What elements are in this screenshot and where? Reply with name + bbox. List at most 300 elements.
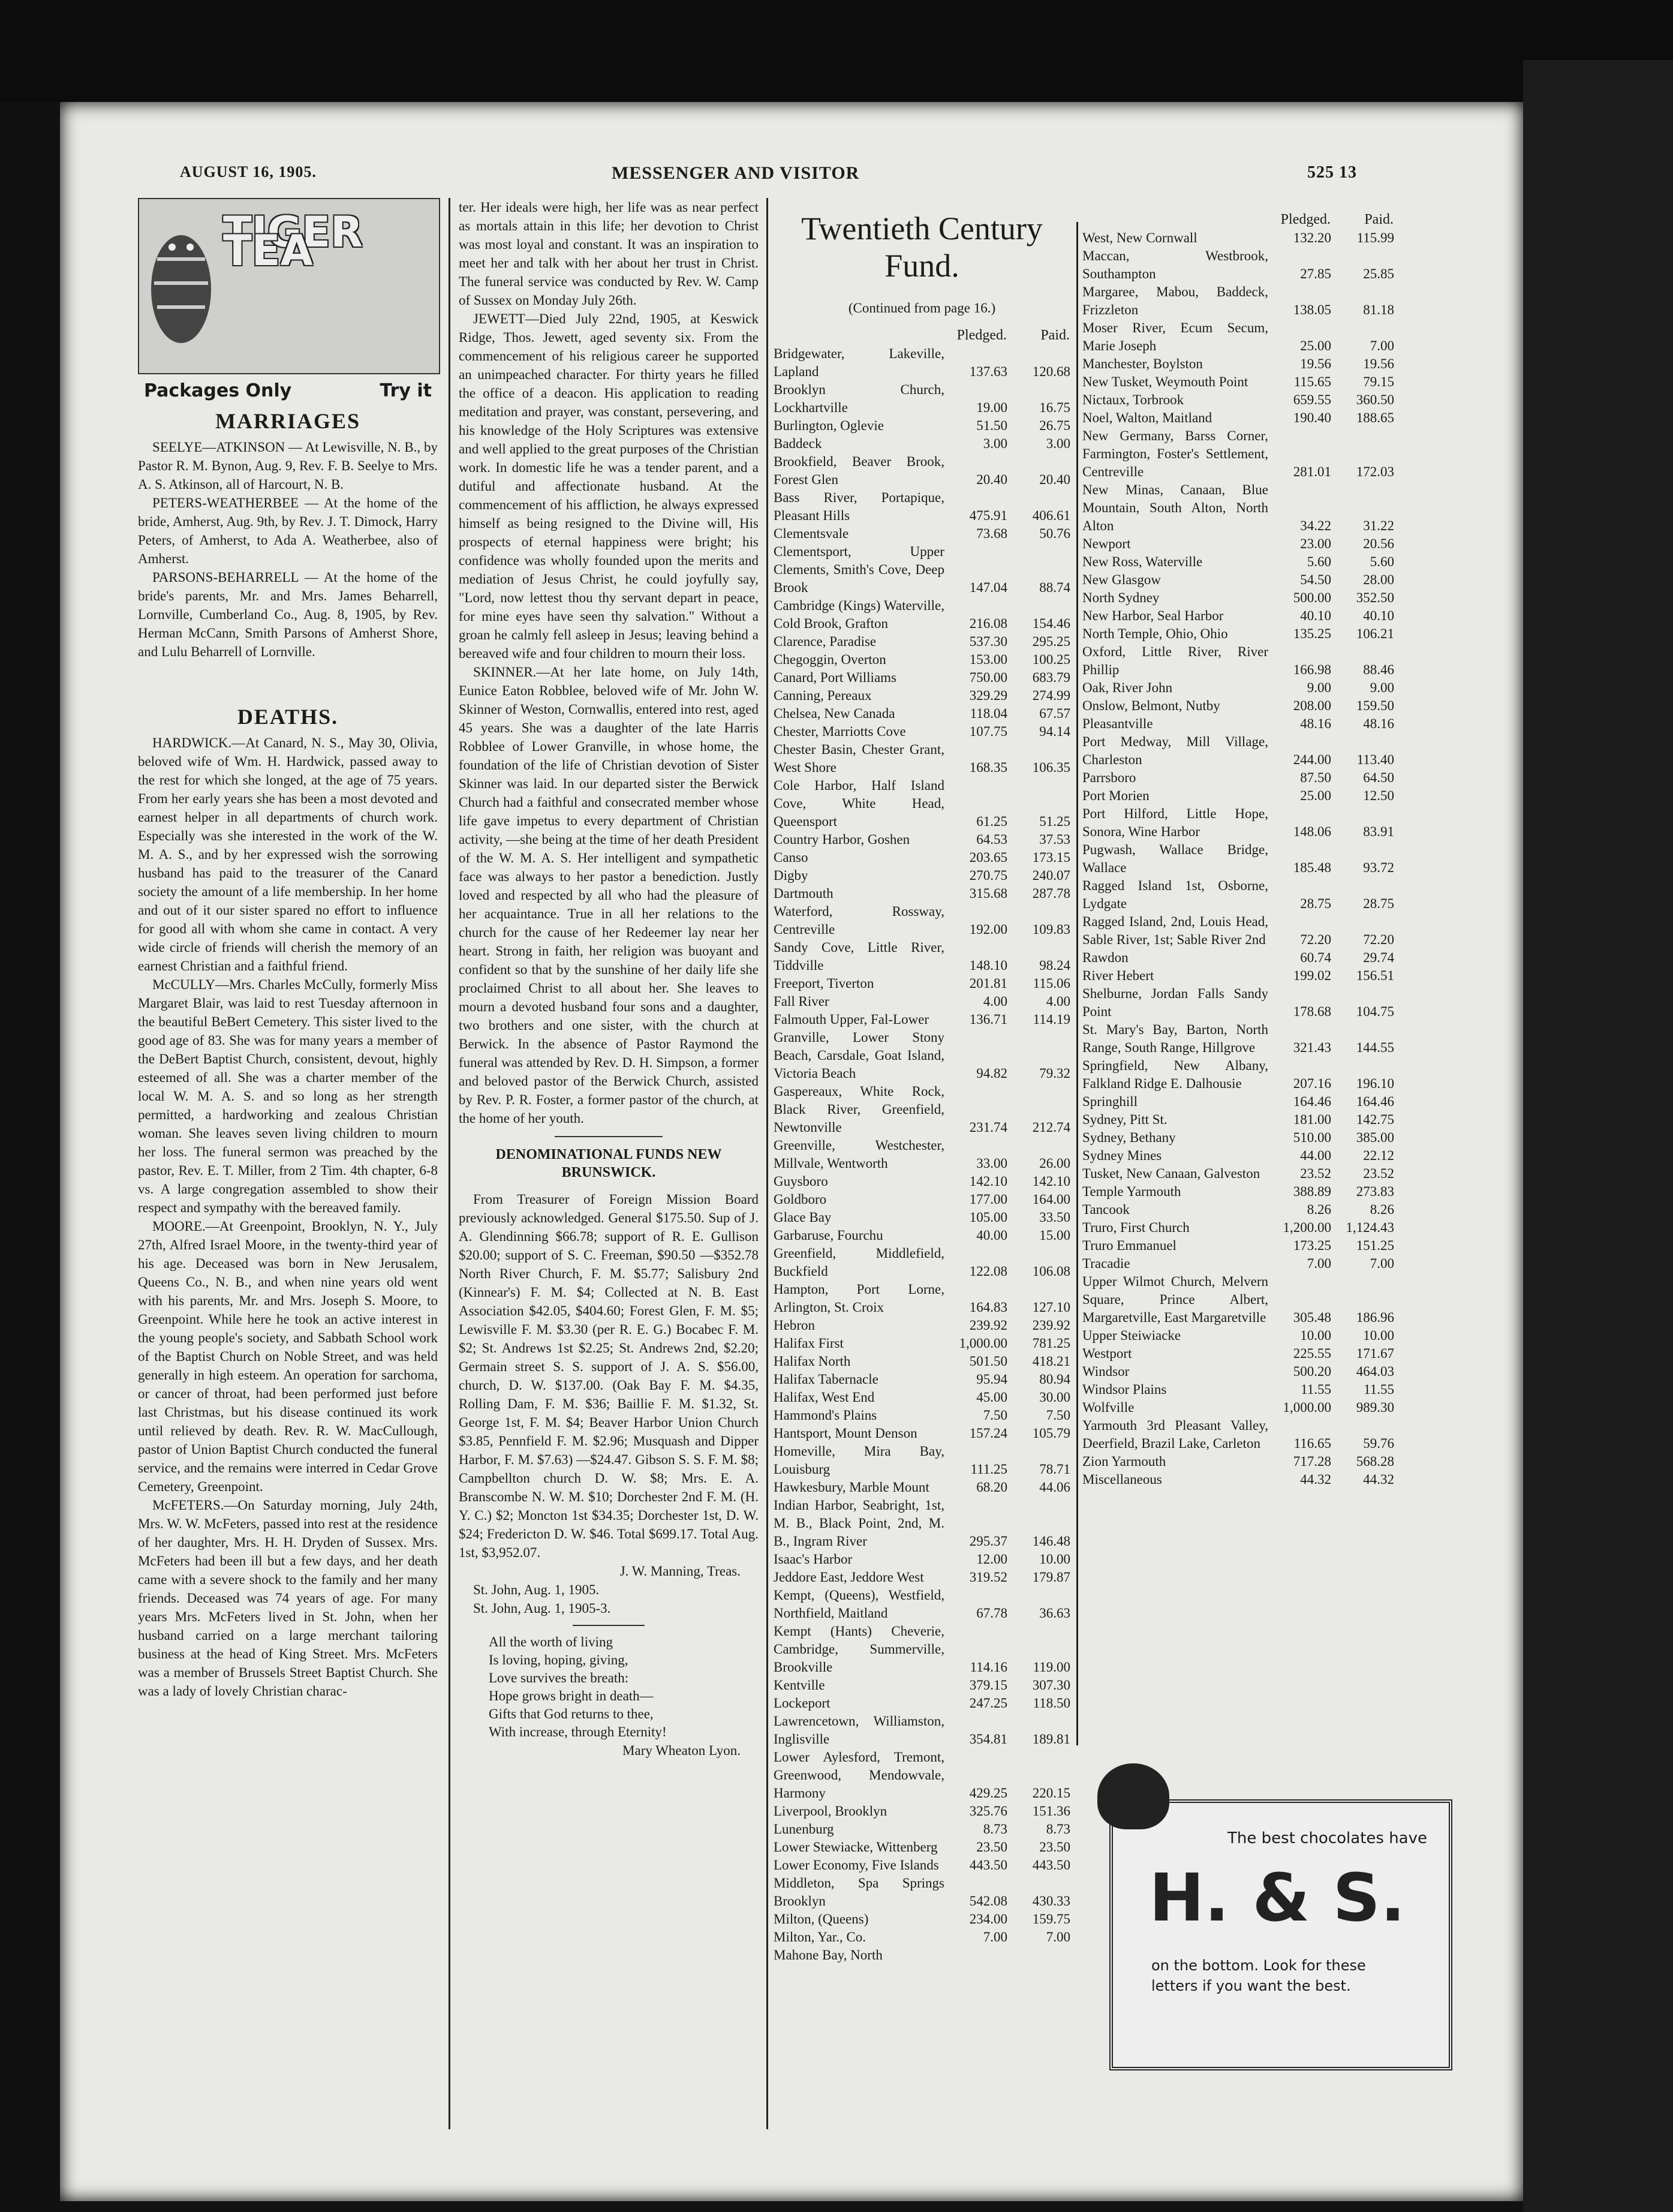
denominational-funds-text: From Treasurer of Foreign Mission Board previously acknowledged. General $175.50. Sup of J. A. Glendinning $66.78; support of R. E. Gullison $20.00; support of S. C. Freeman, $90.50 —$352.78 North River Church, F. M. $5.77; Salisbury 2nd (Kinnear's) F. M. $4; Collected at N. B. East Association $42.05, $404.60; Forest Glen, F. M. $5; Lewisville F. M. $3.30 (per R. E. G.) Bocabec F. M. $2; St. Andrews 1st $2.25; St. Andrews 2nd, $2.20; Germain street S. S. support of J. A. S. $56.00, church, D. W. $137.00. (Oak Bay F. M. $4.35, Rolling Dam, F. M. $36; Baillie F. M. $1.32, St. George 1st, F. M. $4; Beaver Harbor Union Church $3.85, Pennfield F. M. $2.96; Musquash and Dipper Harbor, F. M. $7.63) —$24.47. Gibson S. S. F. M. $8; Campbellton church D. W. $8; Mrs. E. A. Branscombe N. W. M. $10; Dorchester 2nd F. M. (H. Y. C.) $2; Moncton 1st $34.35; Dorchester 1st, D. W. $24; Fredericton D. W. $46. Total $699.17. Total Aug. 1st, $3,952.07.: [459, 1192, 759, 1560]
fund-church: New Harbor, Seal Harbor: [1082, 608, 1224, 623]
fund-pledged: 28.75: [1300, 896, 1331, 911]
fund-church: Halifax Tabernacle: [774, 1372, 878, 1387]
fund-row: [1082, 373, 1394, 391]
fund-row: [774, 1173, 1070, 1191]
fund-paid: [1007, 1946, 1070, 1964]
fund-row: [1082, 1021, 1394, 1057]
fund-pledged: 305.48: [1293, 1310, 1331, 1325]
fund-paid: 119.00: [1033, 1660, 1070, 1675]
fund-paid: 464.03: [1356, 1364, 1394, 1379]
fund-paid: 118.50: [1033, 1696, 1070, 1711]
fund-pledged: 25.00: [1300, 338, 1331, 353]
fund-pledged: 192.00: [969, 922, 1007, 937]
fund-church: Temple Yarmouth: [1082, 1184, 1181, 1199]
fund-row: [1082, 427, 1394, 481]
column-rule: [1076, 222, 1078, 1745]
fund-pledged: 148.10: [969, 958, 1007, 973]
fund-paid: 8.26: [1370, 1202, 1394, 1217]
fund-church: Country Harbor, Goshen: [774, 832, 910, 847]
fund-church: Sandy Cove, Little River, Tiddville: [774, 940, 944, 973]
fund-pledged: 429.25: [969, 1786, 1007, 1801]
fund-church: Truro, First Church: [1082, 1220, 1190, 1235]
poem-author: Mary Wheaton Lyon.: [622, 1743, 741, 1758]
fund-paid: 28.00: [1363, 572, 1394, 587]
fund-pledged: 114.16: [970, 1660, 1007, 1675]
fund-church: Oak, River John: [1082, 680, 1173, 695]
fund-row: [1082, 949, 1394, 967]
fund-church: Lunenburg: [774, 1822, 834, 1837]
fund-pledged: 147.04: [969, 580, 1007, 595]
fund-paid: 1,124.43: [1346, 1220, 1394, 1235]
fund-church: Rawdon: [1082, 950, 1129, 965]
fund-pledged: 231.74: [969, 1120, 1007, 1135]
fund-pledged: 185.48: [1293, 860, 1331, 875]
fund-paid: 104.75: [1356, 1004, 1394, 1019]
fund-paid: 172.03: [1356, 464, 1394, 479]
fund-church: Chester, Marriotts Cove: [774, 724, 906, 739]
fund-paid: 173.15: [1032, 850, 1070, 865]
fund-pledged: 153.00: [969, 652, 1007, 667]
fund-row: [774, 1424, 1070, 1442]
fund-row: [774, 345, 1070, 381]
fund-row: [774, 1838, 1070, 1856]
fund-row: [1082, 1327, 1394, 1345]
fund-pledged: 132.20: [1293, 230, 1331, 245]
fund-church: Garbaruse, Fourchu: [774, 1228, 883, 1243]
fund-pledged: 157.24: [969, 1426, 1007, 1441]
fund-church: Chegoggin, Overton: [774, 652, 886, 667]
fund-church: Truro Emmanuel: [1082, 1238, 1176, 1253]
fund-pledged: 40.10: [1300, 608, 1331, 623]
fund-paid: 127.10: [1032, 1300, 1070, 1315]
fund-row: [1082, 1417, 1394, 1453]
fund-row: [1082, 571, 1394, 589]
death-notice: MOORE.—At Greenpoint, Brooklyn, N. Y., July 27th, Alfred Israel Moore, in the twenty-third year of his age. Deceased was born in New Jerusalem, Queens Co., N. B., and when nine years old went with his parents, Mr. and Mrs. Joseph S. Moore, to Greenpoint. While here he took an active interest in the young people's society, and Sabbath School work of the Baptist Church on Noble Street, and was held generally in high esteem. An operation for sarchoma, or cancer of throat, had been performed just before last Christmas, but his disease continued its work until relieved by death. Rev. R. W. MacCullough, pastor of Union Baptist Church conducted the funeral service, and the remains were interred in Cedar Grove Cemetery, Greenpoint.: [138, 1219, 438, 1494]
fund-paid: 120.68: [1032, 364, 1070, 379]
fund-pledged: 23.50: [976, 1840, 1007, 1855]
fund-row: [774, 849, 1070, 867]
fund-row: [774, 741, 1070, 777]
fund-row: [1082, 229, 1394, 247]
fund-row: [1082, 553, 1394, 571]
fund-church: Brookfield, Beaver Brook, Forest Glen: [774, 454, 944, 487]
fund-paid: 7.50: [1046, 1408, 1070, 1423]
fund-pledged: 500.00: [1293, 590, 1331, 605]
fund-paid: 154.46: [1032, 616, 1070, 631]
tiger-tea-ad: [138, 198, 440, 374]
fund-row: [774, 1317, 1070, 1335]
fund-paid: 171.67: [1356, 1346, 1394, 1361]
fund-row: [774, 651, 1070, 669]
fund-church: St. Mary's Bay, Barton, North Range, South Range, Hillgrove: [1082, 1022, 1268, 1055]
fund-church: Halifax North: [774, 1354, 851, 1369]
fund-pledged: 118.04: [970, 706, 1007, 721]
fund-row: [774, 1586, 1070, 1622]
fund-row: [774, 1353, 1070, 1371]
fund-pledged: 40.00: [976, 1228, 1007, 1243]
fund-church: Middleton, Spa Springs Brooklyn: [774, 1876, 944, 1909]
fund-row: [1082, 643, 1394, 679]
fund-paid: 106.35: [1032, 760, 1070, 775]
fund-pledged: 281.01: [1293, 464, 1331, 479]
fund-church: Kempt (Hants) Cheverie, Cambridge, Summerville, Brookville: [774, 1624, 944, 1675]
fund-pledged: 107.75: [969, 724, 1007, 739]
fund-church: Digby: [774, 868, 808, 883]
fund-row: [774, 669, 1070, 687]
fund-paid: 159.50: [1356, 698, 1394, 713]
fund-row: [1082, 1057, 1394, 1093]
fund-row: [774, 903, 1070, 939]
fund-church: Parrsboro: [1082, 770, 1136, 785]
fund-row: [774, 1137, 1070, 1173]
fund-pledged: 51.50: [976, 418, 1007, 433]
obituary: JEWETT—Died July 22nd, 1905, at Keswick Ridge, Thos. Jewett, aged seventy six. From the commencement of his religious career he supported an unimpeached character. For thirty years he filled the office of a deacon. His application to reading meditation and prayer, was constant, persevering, and his knowledge of the Holy Scriptures was extensive and well applied to the great purposes of the Christian work. In domestic life he was a tender parent, and a dutiful and affectionate husband. At the commencement of his affliction, he always expressed himself as being resigned to the Divine will, His prospects of eternal happiness were bright; his confidence was wholly founded upon the merits and mediation of Jesus Christ, he could joyfully say, "Lord, now lettest thou thy servant depart in peace, for mine eyes have seen thy salvation." Without a groan he calmly fell asleep in Jesus; leaving behind a bereaved wife and four children to mourn their loss.: [459, 311, 759, 661]
obituary: SKINNER.—At her late home, on July 14th, Eunice Eaton Robblee, beloved wife of Mr. John W. Skinner of Weston, Cornwallis, entered into rest, aged 45 years. She was a daughter of the late Harris Robblee of Lower Granville, in whose home, the foundation of the life of Christian devotion of Sister Skinner was laid. In our departed sister the Berwick Church had a faithful and consecrated member whose life gave impetus to every department of Christian activity, —she being at the time of her death President of the W. M. A. S. Her intelligent and sympathetic face was always to her pastor a benediction. Justly loved and respected by all who had the pleasure of her acquaintance. True in all her relations to the church for the cause of her Redeemer lay near her heart. Strong in faith, her religion was buoyant and confident so that by the sunshine of her daily life she proclaimed Christ to all about her. She leaves to mourn a devoted husband four sons and a daughter, two brothers and one sister, with the church at Berwick. In the absence of Pastor Raymond the funeral was attended by Rev. D. H. Simpson, a former and beloved pastor of the Berwick Church, assisted by Rev. P. R. Foster, a former pastor of the church, at the home of her youth.: [459, 665, 759, 1126]
fund-church: Upper Wilmot Church, Melvern Square, Prince Albert, Margaretville, East Margaretville: [1082, 1274, 1268, 1325]
fund-paid: 81.18: [1363, 302, 1394, 317]
fund-church: Lower Stewiacke, Wittenberg: [774, 1840, 938, 1855]
marriages-title: MARRIAGES: [215, 409, 360, 433]
fund-row: [774, 525, 1070, 543]
fund-table-right: [1082, 210, 1394, 1489]
fund-row: [774, 1083, 1070, 1137]
fund-church: Hantsport, Mount Denson: [774, 1426, 917, 1441]
fund-paid: 109.83: [1032, 922, 1070, 937]
fund-church: Baddeck: [774, 436, 822, 451]
fund-pledged: 325.76: [969, 1804, 1007, 1819]
fund-paid: 3.00: [1046, 436, 1070, 451]
fund-row: [774, 1928, 1070, 1946]
fund-church: North Temple, Ohio, Ohio: [1082, 626, 1228, 641]
hs-logo: H. & S.: [1149, 1859, 1406, 1936]
fund-row: [1082, 391, 1394, 409]
denominational-funds-title: DENOMINATIONAL FUNDS NEW BRUNSWICK.: [495, 1147, 722, 1180]
fund-pledged: 201.81: [969, 976, 1007, 991]
paid-header: Paid.: [1364, 212, 1394, 227]
poem-line: Gifts that God returns to thee,: [489, 1706, 654, 1721]
fund-row: [774, 633, 1070, 651]
fund-paid: 37.53: [1039, 832, 1070, 847]
fund-pledged: 7.50: [983, 1408, 1007, 1423]
fund-pledged: 542.08: [969, 1894, 1007, 1909]
fund-title: Twentieth Century Fund.: [801, 211, 1043, 284]
marriage-notice: PETERS-WEATHERBEE — At the home of the bride, Amherst, Aug. 9th, by Rev. J. T. Dimock, Harry Peters, of Amherst, to Ada A. Weatherbee, also of Amherst.: [138, 495, 438, 566]
fund-pledged: 19.56: [1300, 356, 1331, 371]
fund-pledged: 44.00: [1300, 1148, 1331, 1163]
fund-row: [1082, 283, 1394, 319]
fund-pledged: 10.00: [1300, 1328, 1331, 1343]
fund-church: New Ross, Waterville: [1082, 554, 1203, 569]
fund-church: Miscellaneous: [1082, 1472, 1162, 1487]
fund-row: [1082, 589, 1394, 607]
fund-church: Fall River: [774, 994, 829, 1009]
treasurer-signature: J. W. Manning, Treas.: [619, 1564, 741, 1579]
page-number: 525 13: [1307, 163, 1357, 182]
fund-pledged: 27.85: [1300, 266, 1331, 281]
fund-paid: 7.00: [1370, 1256, 1394, 1271]
fund-paid: 20.40: [1039, 472, 1070, 487]
fund-pledged: 239.92: [969, 1318, 1007, 1333]
fund-paid: 115.99: [1356, 230, 1394, 245]
fund-row: [1082, 967, 1394, 985]
fund-pledged: 1,200.00: [1283, 1220, 1331, 1235]
deaths-title: DEATHS.: [237, 705, 339, 729]
fund-church: Cambridge (Kings) Waterville, Cold Brook, Grafton: [774, 598, 944, 631]
fund-pledged: 168.35: [969, 760, 1007, 775]
fund-pledged: 23.52: [1300, 1166, 1331, 1181]
fund-paid: 28.75: [1363, 896, 1394, 911]
fund-church: Guysboro: [774, 1174, 828, 1189]
tiger-icon: [145, 211, 217, 361]
fund-pledged: 23.00: [1300, 536, 1331, 551]
fund-row: [774, 417, 1070, 435]
fund-pledged: 203.65: [969, 850, 1007, 865]
fund-pledged: 135.25: [1293, 626, 1331, 641]
fund-paid: 51.25: [1039, 814, 1070, 829]
fund-paid: 114.19: [1033, 1012, 1070, 1027]
fund-paid: 115.06: [1033, 976, 1070, 991]
fund-paid: 94.14: [1039, 724, 1070, 739]
fund-row: [774, 687, 1070, 705]
fund-church: Gaspereaux, White Rock, Black River, Greenfield, Newtonville: [774, 1084, 944, 1135]
fund-church: Liverpool, Brooklyn: [774, 1804, 887, 1819]
fund-pledged: 216.08: [969, 616, 1007, 631]
fund-paid: 164.00: [1032, 1192, 1070, 1207]
fund-pledged: 138.05: [1293, 302, 1331, 317]
fund-church: Nictaux, Torbrook: [1082, 392, 1184, 407]
fund-paid: 26.00: [1039, 1156, 1070, 1171]
fund-row: [774, 1946, 1070, 1964]
fund-paid: 26.75: [1039, 418, 1070, 433]
column-rule: [449, 198, 450, 2129]
fund-paid: 295.25: [1032, 634, 1070, 649]
fund-pledged: 500.20: [1293, 1364, 1331, 1379]
fund-paid: 93.72: [1363, 860, 1394, 875]
fund-row: [1082, 679, 1394, 697]
fund-row: [774, 885, 1070, 903]
fund-paid: 44.06: [1039, 1480, 1070, 1495]
fund-paid: 79.15: [1363, 374, 1394, 389]
fund-paid: 19.56: [1363, 356, 1394, 371]
fund-church: Waterford, Rossway, Centreville: [774, 904, 944, 937]
fund-church: Tancook: [1082, 1202, 1130, 1217]
scan-top-border: [0, 0, 1673, 102]
fund-church: Bass River, Portapique, Pleasant Hills: [774, 490, 944, 523]
fund-church: New Germany, Barss Corner, Farmington, Foster's Settlement, Centreville: [1082, 428, 1268, 479]
fund-paid: 11.55: [1364, 1382, 1394, 1397]
fund-pledged: 270.75: [969, 868, 1007, 883]
fund-row: [774, 1748, 1070, 1802]
fund-row: [1082, 1093, 1394, 1111]
fund-paid: 159.75: [1032, 1912, 1070, 1927]
fund-paid: 443.50: [1032, 1858, 1070, 1873]
fund-row: [774, 993, 1070, 1011]
fund-paid: 31.22: [1363, 518, 1394, 533]
fund-pledged: 4.00: [983, 994, 1007, 1009]
fund-paid: 105.79: [1032, 1426, 1070, 1441]
fund-pledged: 19.00: [976, 400, 1007, 415]
fund-paid: 179.87: [1032, 1570, 1070, 1585]
fund-pledged: 173.25: [1293, 1238, 1331, 1253]
fund-church: Homeville, Mira Bay, Louisburg: [774, 1444, 944, 1477]
fund-church: Jeddore East, Jeddore West: [774, 1570, 924, 1585]
fund-church: Halifax, West End: [774, 1390, 875, 1405]
signature-date: St. John, Aug. 1, 1905.: [473, 1582, 600, 1597]
fund-row: [1082, 1183, 1394, 1201]
fund-church: Lower Economy, Five Islands: [774, 1858, 939, 1873]
fund-paid: 64.50: [1363, 770, 1394, 785]
fund-paid: 220.15: [1032, 1786, 1070, 1801]
fund-row: [1082, 769, 1394, 787]
fund-row: [1082, 805, 1394, 841]
fund-paid: 83.91: [1363, 824, 1394, 839]
fund-church: Moser River, Ecum Secum, Marie Joseph: [1082, 320, 1268, 353]
fund-church: Windsor Plains: [1082, 1382, 1167, 1397]
fund-church: Hebron: [774, 1318, 815, 1333]
scan-right-border: [1523, 60, 1673, 2212]
fund-pledged: 388.89: [1293, 1184, 1331, 1199]
fund-pledged: 1,000.00: [959, 1336, 1007, 1351]
fund-pledged: 60.74: [1300, 950, 1331, 965]
fund-paid: 781.25: [1032, 1336, 1070, 1351]
fund-row: [774, 1496, 1070, 1550]
packages-only-text: Packages Only: [144, 380, 292, 401]
fund-row: [1082, 481, 1394, 535]
fund-church: Hammond's Plains: [774, 1408, 877, 1423]
fund-pledged: 1,000.00: [1283, 1400, 1331, 1415]
fund-church: Milton, Yar., Co.: [774, 1930, 866, 1944]
fund-paid: 144.55: [1356, 1040, 1394, 1055]
fund-row: [1082, 1453, 1394, 1471]
fund-pledged: 111.25: [970, 1462, 1007, 1477]
fund-paid: 7.00: [1370, 338, 1394, 353]
fund-paid: 30.00: [1039, 1390, 1070, 1405]
fund-paid: 44.32: [1363, 1472, 1394, 1487]
fund-row: [1082, 913, 1394, 949]
fund-paid: 142.75: [1356, 1112, 1394, 1127]
fund-church: Lockeport: [774, 1696, 831, 1711]
fund-church: Freeport, Tiverton: [774, 976, 874, 991]
fund-row: [774, 1245, 1070, 1281]
fund-paid: 142.10: [1032, 1174, 1070, 1189]
fund-church: Newport: [1082, 536, 1131, 551]
fund-church: Onslow, Belmont, Nutby: [1082, 698, 1220, 713]
poem-line: All the worth of living: [489, 1634, 613, 1649]
fund-paid: 113.40: [1356, 752, 1394, 767]
fund-church: Mahone Bay, North: [774, 1947, 883, 1962]
fund-pledged: 122.08: [969, 1264, 1007, 1279]
fund-paid: 352.50: [1356, 590, 1394, 605]
fund-church: Ragged Island, 2nd, Louis Head, Sable River, 1st; Sable River 2nd: [1082, 914, 1268, 947]
fund-church: New Tusket, Weymouth Point: [1082, 374, 1248, 389]
fund-row: [1082, 1381, 1394, 1399]
fund-paid: 188.65: [1356, 410, 1394, 425]
fund-pledged: 54.50: [1300, 572, 1331, 587]
fund-church: Brooklyn Church, Lockhartville: [774, 382, 944, 415]
fund-row: [774, 1371, 1070, 1388]
fund-church: Port Hilford, Little Hope, Sonora, Wine Harbor: [1082, 806, 1268, 839]
masthead: MESSENGER AND VISITOR: [612, 163, 860, 183]
fund-church: New Minas, Canaan, Blue Mountain, South Alton, North Alton: [1082, 482, 1268, 533]
fund-pledged: 142.10: [969, 1174, 1007, 1189]
fund-pledged: 7.00: [1307, 1256, 1331, 1271]
marriage-notice: SEELYE—ATKINSON — At Lewisville, N. B., by Pastor R. M. Bynon, Aug. 9, Rev. F. B. Seelye to Mrs. A. S. Atkinson, all of Harcourt, N. B.: [138, 440, 438, 492]
fund-paid: 156.51: [1356, 968, 1394, 983]
fund-pledged: 25.00: [1300, 788, 1331, 803]
pledged-header: Pledged.: [956, 327, 1007, 343]
fund-row: [1082, 1147, 1394, 1165]
fund-church: Canning, Pereaux: [774, 688, 872, 703]
fund-paid: 4.00: [1046, 994, 1070, 1009]
fund-row: [774, 1568, 1070, 1586]
fund-church: River Hebert: [1082, 968, 1154, 983]
continued-note: (Continued from page 16.): [848, 300, 996, 315]
fund-paid: 9.00: [1370, 680, 1394, 695]
fund-church: Goldboro: [774, 1192, 827, 1207]
fund-paid: 98.24: [1039, 958, 1070, 973]
fund-paid: 40.10: [1363, 608, 1394, 623]
fund-church: Tracadie: [1082, 1256, 1130, 1271]
fund-paid: 287.78: [1032, 886, 1070, 901]
fund-paid: 33.50: [1039, 1210, 1070, 1225]
fund-row: [774, 939, 1070, 975]
fund-pledged: 115.65: [1293, 374, 1331, 389]
fund-paid: 23.50: [1039, 1840, 1070, 1855]
poem: [489, 1633, 759, 1741]
fund-paid: 240.07: [1032, 868, 1070, 883]
fund-paid: 78.71: [1039, 1462, 1070, 1477]
fund-pledged: 717.28: [1293, 1454, 1331, 1469]
fund-row: [1082, 535, 1394, 553]
fund-paid: 385.00: [1356, 1130, 1394, 1145]
fund-pledged: 225.55: [1293, 1346, 1331, 1361]
fund-church: Sydney, Pitt St.: [1082, 1112, 1168, 1127]
fund-row: [1082, 1363, 1394, 1381]
fund-church: Milton, (Queens): [774, 1912, 869, 1927]
fund-pledged: 67.78: [976, 1606, 1007, 1621]
fund-row: [774, 1388, 1070, 1406]
fund-row: [774, 1227, 1070, 1245]
fund-pledged: 137.63: [969, 364, 1007, 379]
fund-pledged: 659.55: [1293, 392, 1331, 407]
fund-row: [1082, 1129, 1394, 1147]
fund-pledged: 148.06: [1293, 824, 1331, 839]
fund-row: [774, 489, 1070, 525]
fund-row: [1082, 1345, 1394, 1363]
fund-paid: 12.50: [1363, 788, 1394, 803]
fund-paid: 36.63: [1039, 1606, 1070, 1621]
fund-pledged: 199.02: [1293, 968, 1331, 983]
column-rule: [766, 198, 768, 2129]
fund-pledged: 3.00: [983, 436, 1007, 451]
fund-row: [1082, 1255, 1394, 1273]
fund-row: [774, 1712, 1070, 1748]
fund-pledged: 73.68: [976, 526, 1007, 541]
fund-pledged: 68.20: [976, 1480, 1007, 1495]
fund-church: Pugwash, Wallace Bridge, Wallace: [1082, 842, 1268, 875]
try-it-text: Try it: [380, 380, 432, 401]
fund-pledged: 329.29: [969, 688, 1007, 703]
fund-church: Hawkesbury, Marble Mount: [774, 1480, 929, 1495]
fund-pledged: 181.00: [1293, 1112, 1331, 1127]
fund-row: [774, 1856, 1070, 1874]
fund-pledged: 87.50: [1300, 770, 1331, 785]
fund-pledged: 750.00: [969, 670, 1007, 685]
fund-paid: 196.10: [1356, 1076, 1394, 1091]
ad-body: on the bottom. Look for these letters if you want the best.: [1151, 1957, 1366, 1994]
column-1: [138, 198, 438, 1700]
fund-paid: 29.74: [1363, 950, 1394, 965]
